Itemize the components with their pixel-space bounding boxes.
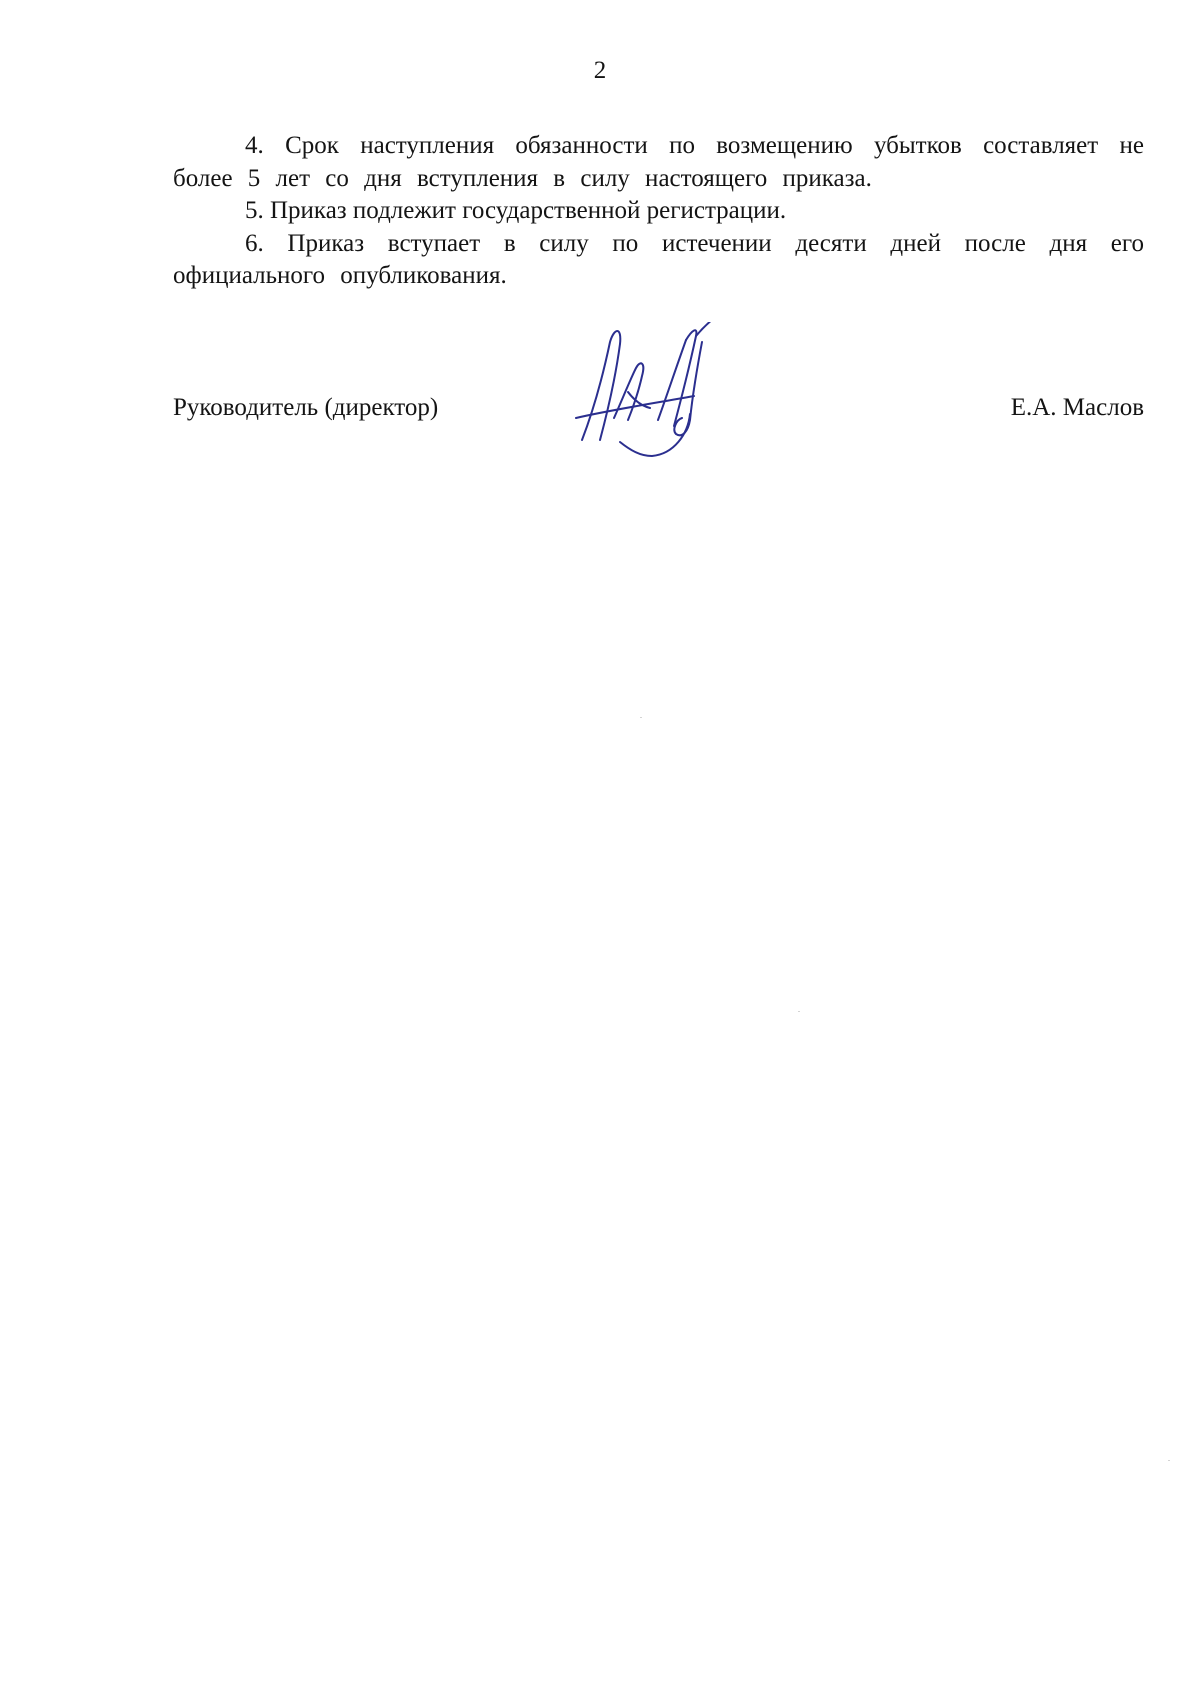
handwritten-signature-icon: [570, 322, 770, 472]
scan-speck: [1168, 1460, 1170, 1461]
page-number: 2: [593, 57, 607, 84]
signer-name: Е.А. Маслов: [1010, 394, 1144, 421]
scan-speck: [640, 717, 642, 718]
document-body: [173, 130, 1144, 293]
scan-speck: [798, 1011, 800, 1012]
paragraph-5: 5. Приказ подлежит государственной регистрации.: [245, 197, 787, 224]
paragraph-6: 6. Приказ вступает в силу по истечении десяти дней после дня его официального опубликования.: [173, 229, 1144, 289]
paragraph-4: 4. Срок наступления обязанности по возмещению убытков составляет не более 5 лет со дня вступления в силу настоящего приказа.: [173, 132, 1144, 192]
signer-position: Руководитель (директор): [173, 394, 439, 421]
